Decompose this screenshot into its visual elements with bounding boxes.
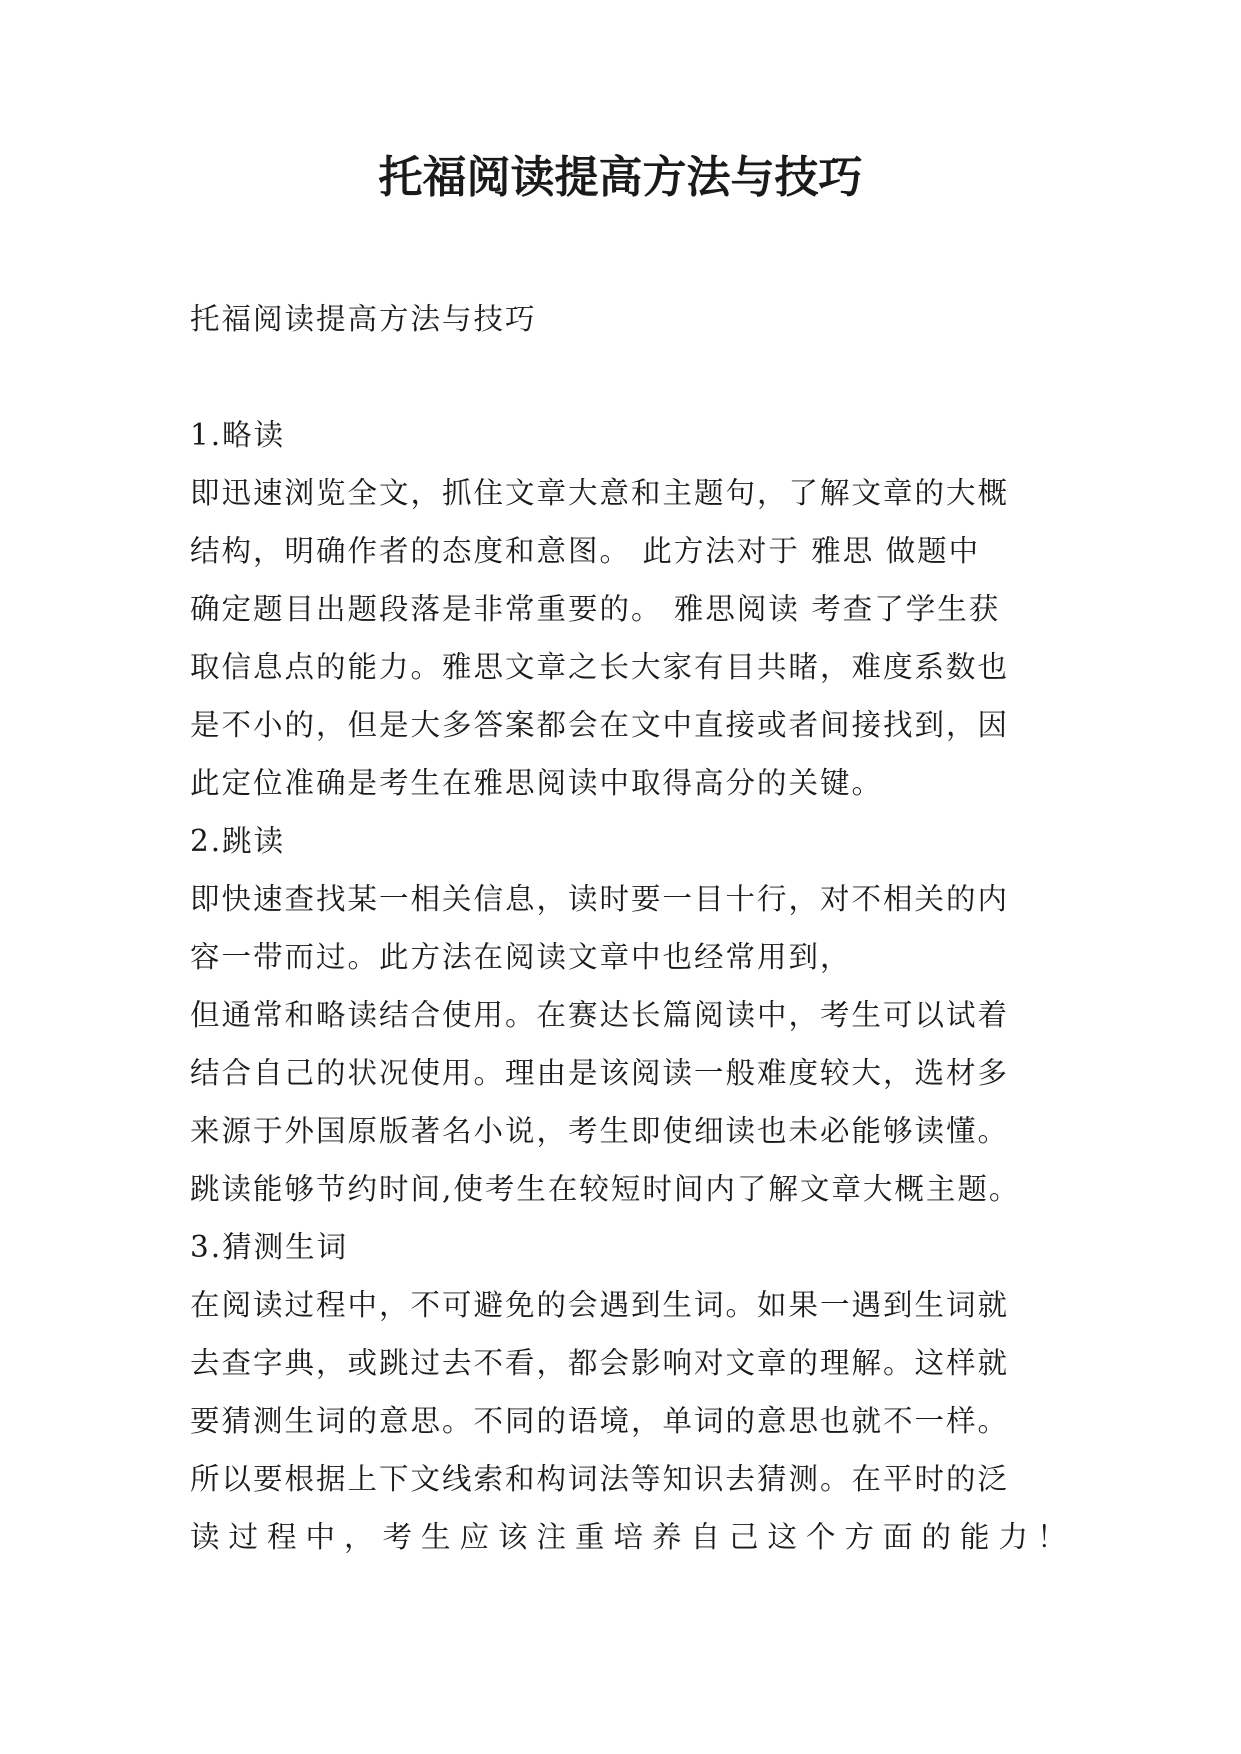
paragraph-line: 容一带而过。此方法在阅读文章中也经常用到， (190, 940, 852, 974)
paragraph-line: 要猜测生词的意思。不同的语境，单词的意思也就不一样。 (190, 1404, 1010, 1438)
paragraph-line: 是不小的，但是大多答案都会在文中直接或者间接找到，因 (190, 708, 1010, 742)
section-heading: 2.跳读 (190, 824, 286, 858)
paragraph-line: 读过程中，考生应该注重培养自己这个方面的能力！ (190, 1520, 1076, 1554)
document-subtitle: 托福阅读提高方法与技巧 (190, 302, 537, 336)
paragraph-line: 在阅读过程中，不可避免的会遇到生词。如果一遇到生词就 (190, 1288, 1010, 1322)
page-title: 托福阅读提高方法与技巧 (378, 152, 863, 203)
section-heading: 1.略读 (190, 418, 286, 452)
paragraph-line: 确定题目出题段落是非常重要的。 雅思阅读 考查了学生获 (190, 592, 1001, 626)
paragraph-line: 此定位准确是考生在雅思阅读中取得高分的关键。 (190, 766, 884, 800)
document-body (190, 290, 1080, 1566)
paragraph-line: 但通常和略读结合使用。在赛达长篇阅读中，考生可以试着 (190, 998, 1010, 1032)
paragraph-line: 来源于外国原版著名小说，考生即使细读也未必能够读懂。 (190, 1114, 1010, 1148)
paragraph-line: 取信息点的能力。雅思文章之长大家有目共睹，难度系数也 (190, 650, 1010, 684)
section-heading: 3.猜测生词 (190, 1230, 349, 1264)
paragraph-line: 跳读能够节约时间,使考生在较短时间内了解文章大概主题。 (190, 1172, 1021, 1206)
paragraph-line: 即迅速浏览全文，抓住文章大意和主题句，了解文章的大概 (190, 476, 1010, 510)
paragraph-line: 所以要根据上下文线索和构词法等知识去猜测。在平时的泛 (190, 1462, 1010, 1496)
paragraph-line: 去查字典，或跳过去不看，都会影响对文章的理解。这样就 (190, 1346, 1010, 1380)
paragraph-line: 结构，明确作者的态度和意图。 此方法对于 雅思 做题中 (190, 534, 981, 568)
paragraph-line: 即快速查找某一相关信息，读时要一目十行，对不相关的内 (190, 882, 1010, 916)
paragraph-line: 结合自己的状况使用。理由是该阅读一般难度较大，选材多 (190, 1056, 1010, 1090)
